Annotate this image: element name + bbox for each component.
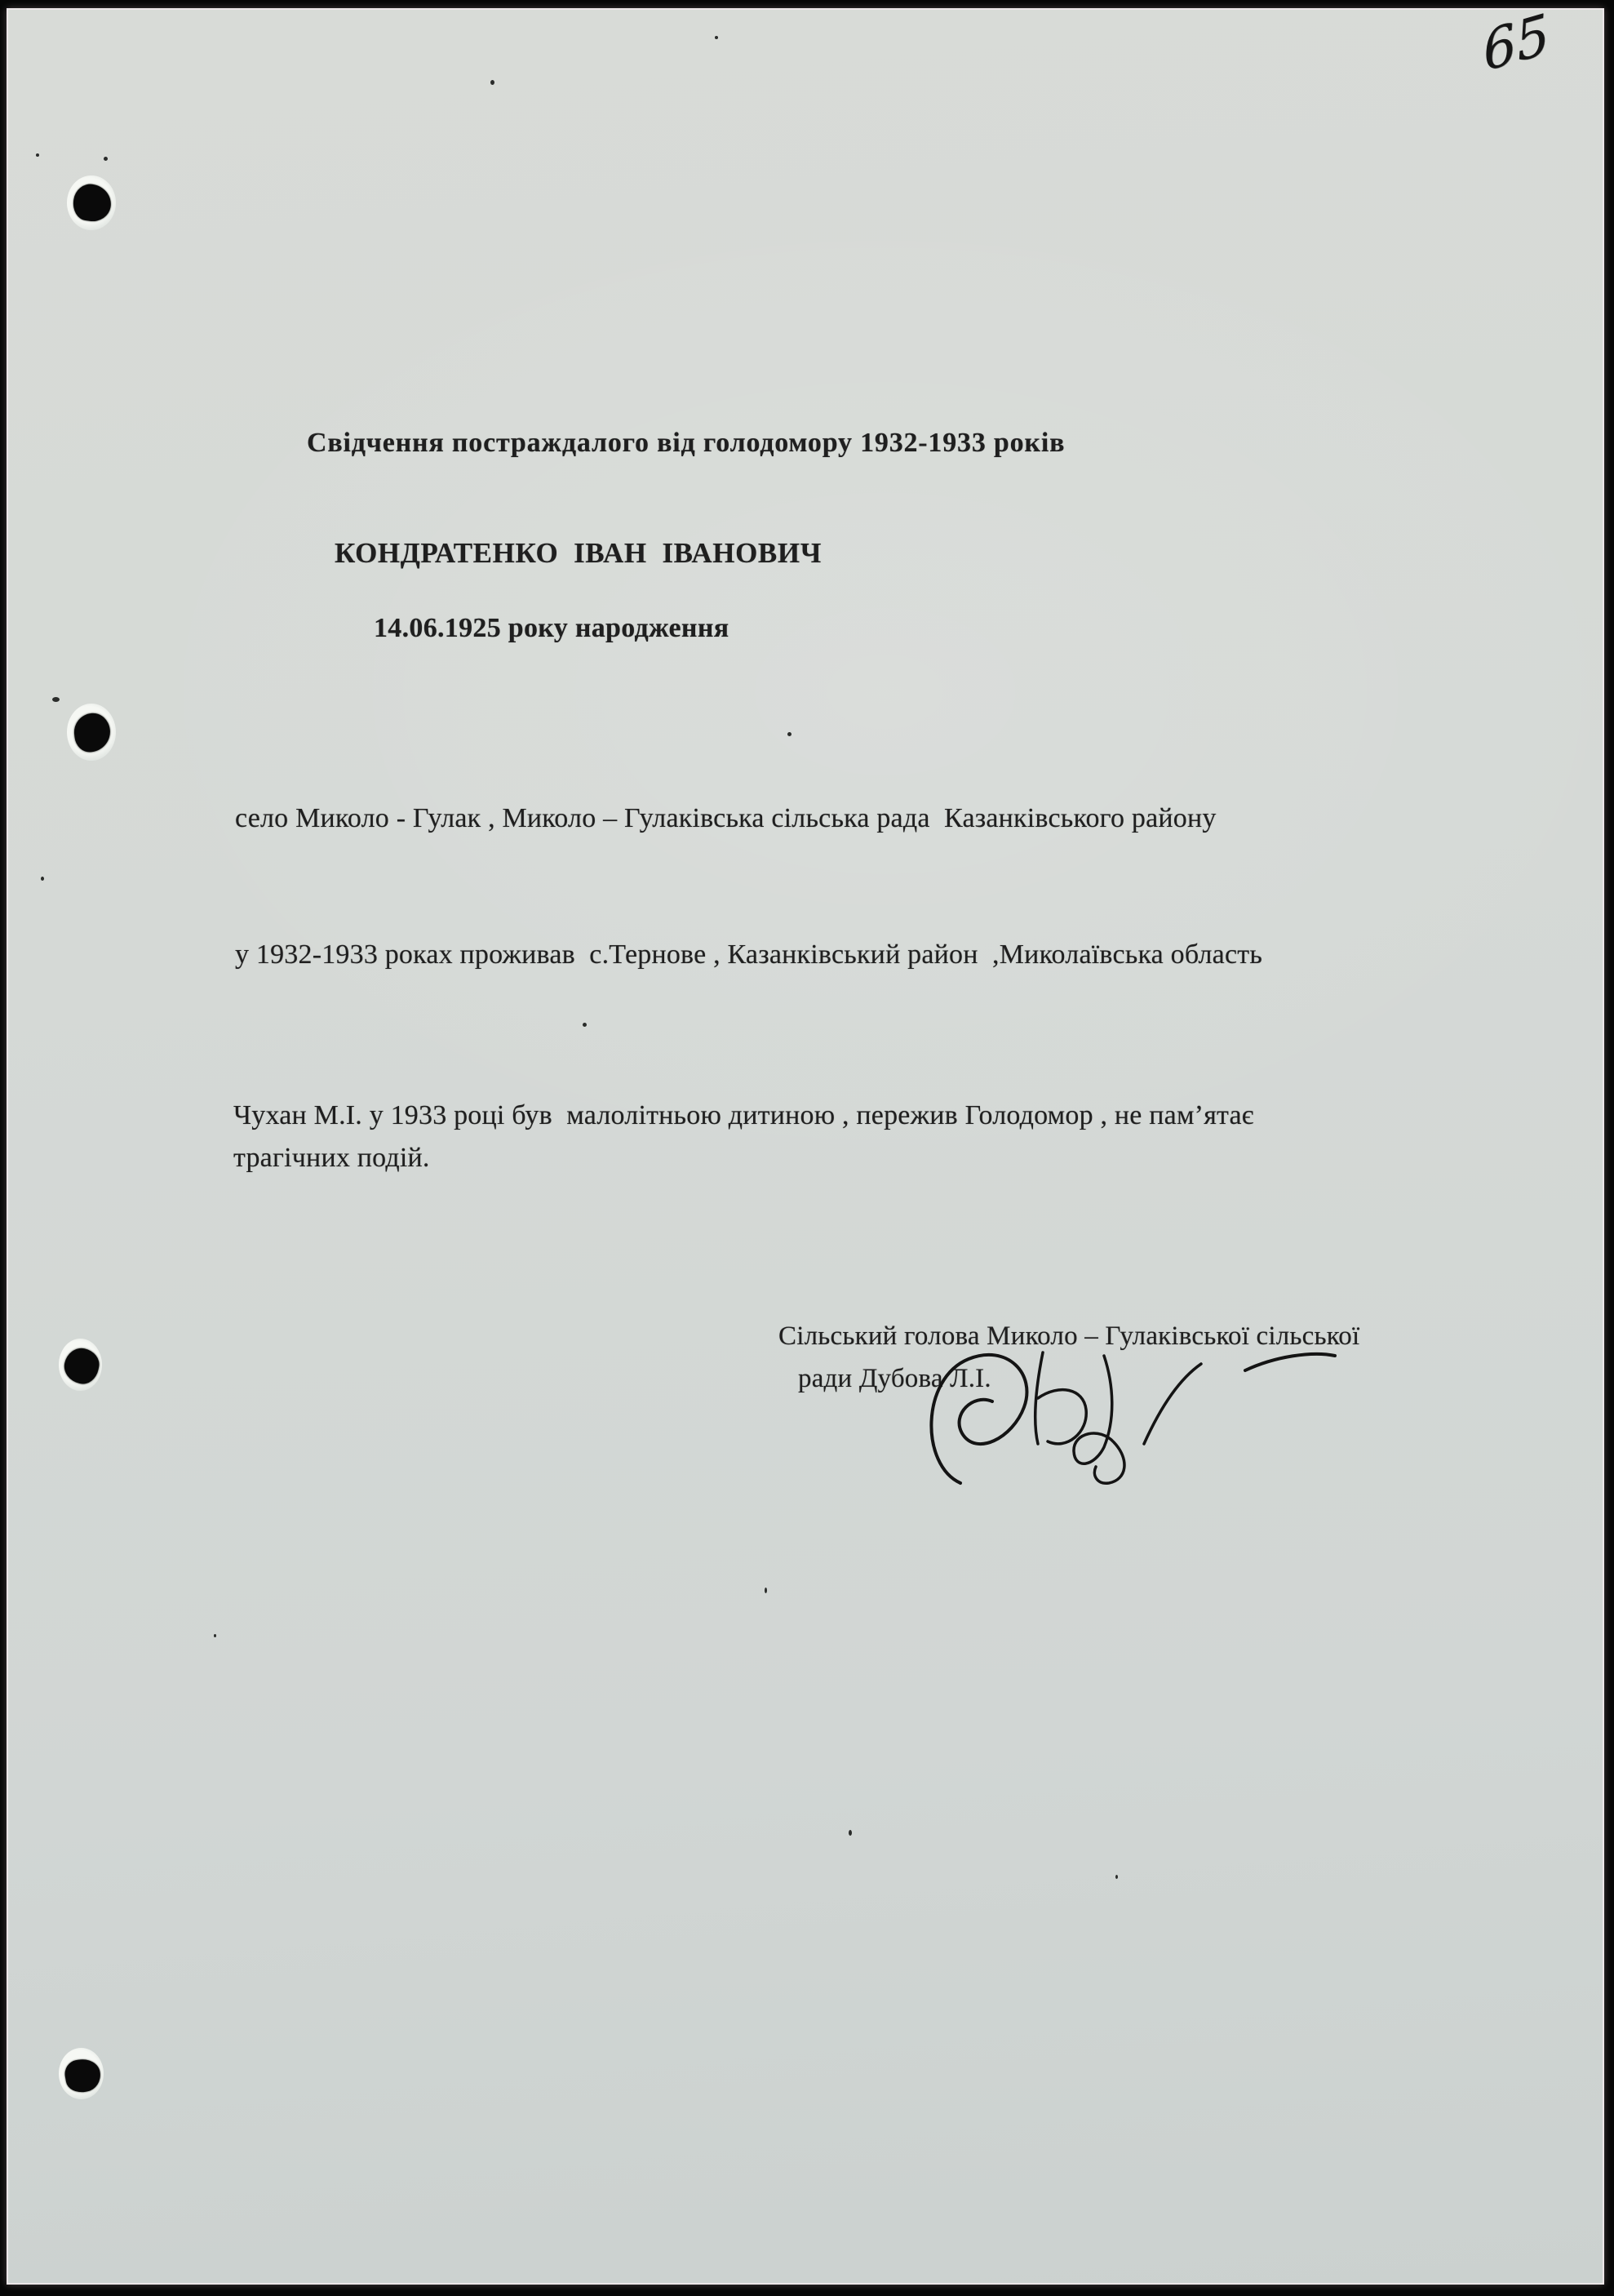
lived-location-line: у 1932-1933 роках проживав с.Тернове , Казанківський район ,Миколаївська область: [235, 939, 1263, 970]
scan-speck: [104, 157, 108, 161]
scan-speck: [583, 1023, 587, 1027]
punch-hole-opening: [73, 712, 113, 753]
testimony-line-1: Чухан М.І. у 1933 році був малолітньою дитиною , пережив Голодомор , не пам’ятає: [233, 1100, 1254, 1130]
scan-speck: [849, 1830, 852, 1836]
scan-speck: [52, 697, 60, 702]
punch-hole-opening: [71, 182, 113, 224]
testimony-line-2: трагічних подій.: [233, 1143, 430, 1173]
scan-speck: [490, 80, 494, 85]
punch-hole: [67, 175, 116, 230]
official-title-line-1: Сільський голова Миколо – Гулаківської сільської: [778, 1321, 1360, 1351]
victim-name: КОНДРАТЕНКО ІВАН ІВАНОВИЧ: [335, 537, 822, 569]
scan-speck: [214, 1634, 216, 1637]
scan-speck: [36, 153, 39, 157]
punch-hole: [67, 704, 116, 761]
document-title: Свідчення постраждалого від голодомору 1932-1933 років: [307, 428, 1066, 458]
paper-sheet: [7, 2, 1604, 2285]
official-title-line-2: ради Дубова Л.І.: [798, 1364, 991, 1393]
scan-speck: [1115, 1875, 1118, 1879]
signature-scribble: [899, 1328, 1356, 1499]
residence-line: село Миколо - Гулак , Миколо – Гулаківська сільська рада Казанківського району: [235, 803, 1217, 833]
punch-hole-opening: [61, 1345, 102, 1387]
punch-hole-opening: [63, 2057, 103, 2095]
handwritten-page-number: 65: [1479, 2, 1554, 84]
scan-speck: [787, 732, 791, 736]
punch-hole: [59, 1339, 102, 1391]
scan-speck: [715, 36, 718, 39]
scan-speck: [765, 1588, 767, 1593]
punch-hole: [59, 2048, 104, 2099]
scan-speck: [41, 877, 44, 881]
birth-date-line: 14.06.1925 року народження: [374, 613, 729, 643]
